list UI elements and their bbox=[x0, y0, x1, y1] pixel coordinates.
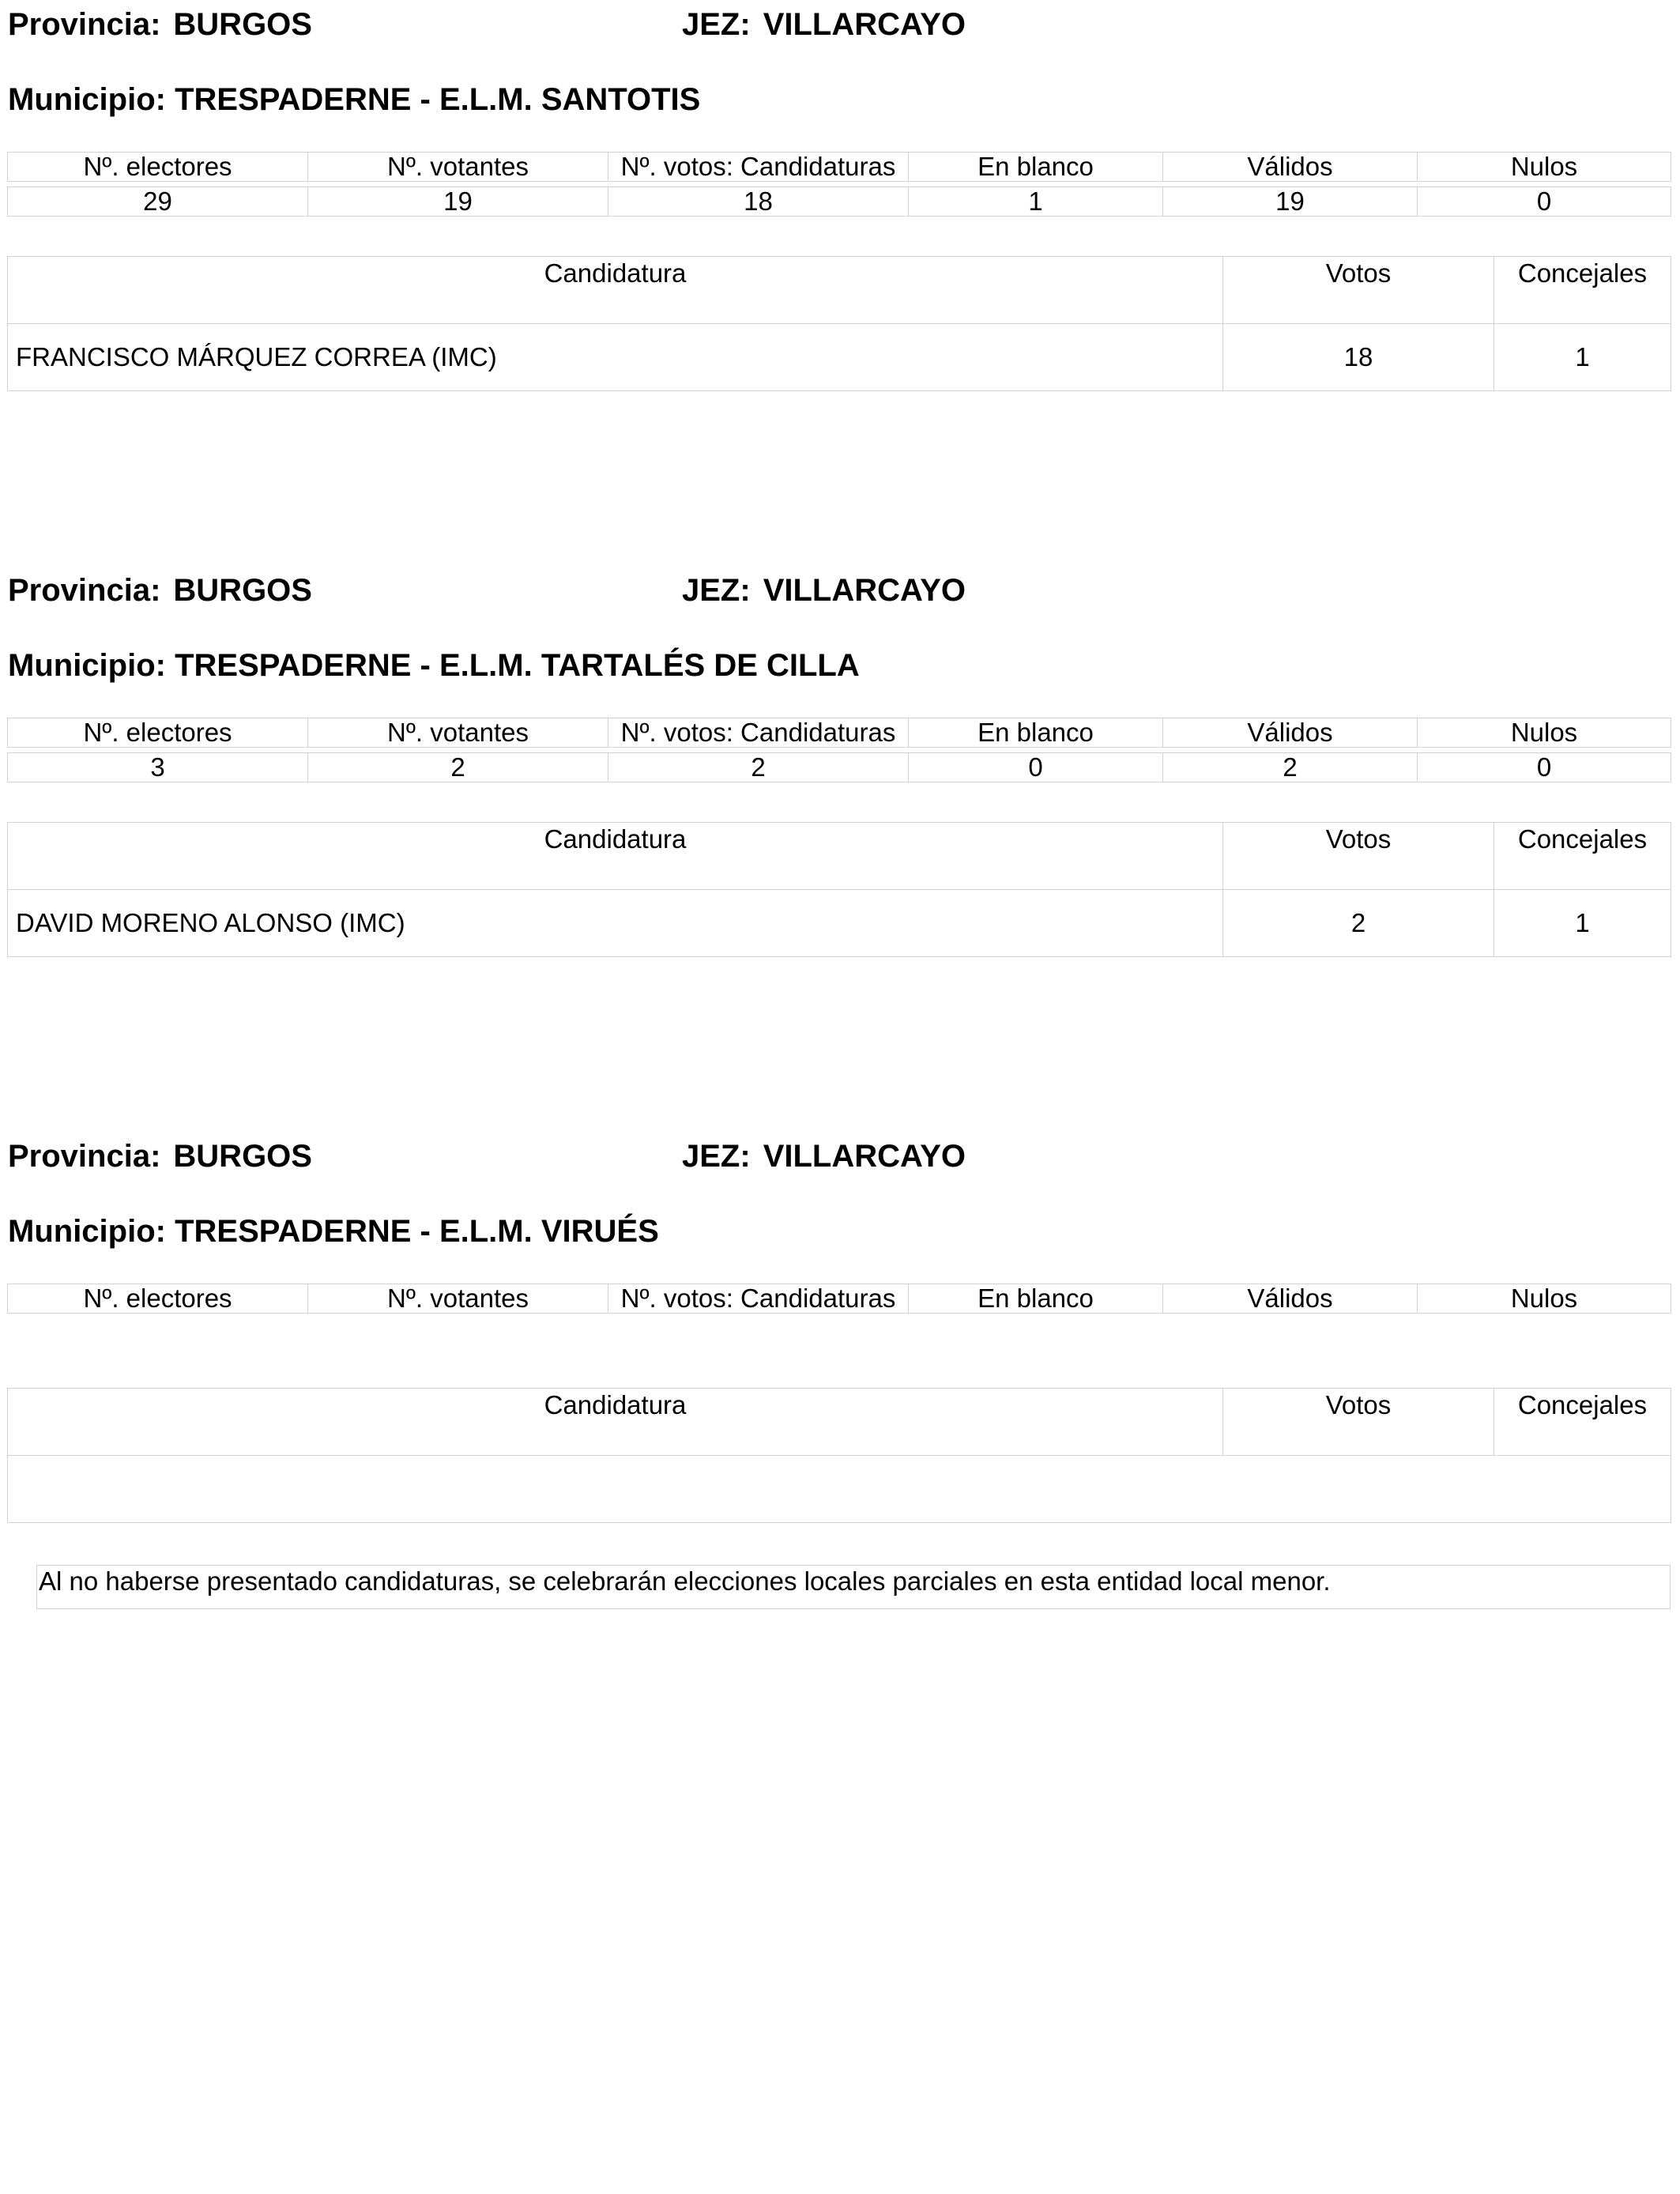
candidate-votos: 2 bbox=[1223, 890, 1494, 957]
header-concejales: Concejales bbox=[1494, 257, 1671, 324]
municipio-line bbox=[8, 81, 700, 118]
candidatura-table bbox=[7, 822, 1671, 957]
provincia-value: BURGOS bbox=[173, 1139, 312, 1174]
header-votos-candidaturas: Nº. votos: Candidaturas bbox=[608, 1284, 909, 1314]
header-votos: Votos bbox=[1223, 1389, 1494, 1456]
jez-label: JEZ: bbox=[682, 1139, 751, 1174]
header-votantes: Nº. votantes bbox=[308, 1284, 608, 1314]
value-votantes: 19 bbox=[308, 187, 608, 217]
stats-header-row bbox=[8, 718, 1671, 748]
municipio-value: TRESPADERNE - E.L.M. TARTALÉS DE CILLA bbox=[175, 648, 860, 683]
header-concejales: Concejales bbox=[1494, 823, 1671, 890]
header-candidatura: Candidatura bbox=[8, 1389, 1223, 1456]
candidatura-table bbox=[7, 256, 1671, 391]
header-electores: Nº. electores bbox=[8, 1284, 308, 1314]
jez-line bbox=[682, 6, 966, 43]
candidate-concejales: 1 bbox=[1494, 324, 1671, 391]
municipio-line bbox=[8, 1213, 659, 1250]
header-candidatura: Candidatura bbox=[8, 257, 1223, 324]
provincia-label: Provincia: bbox=[8, 7, 161, 42]
municipio-label: Municipio: bbox=[8, 1214, 166, 1249]
jez-value: VILLARCAYO bbox=[763, 1139, 966, 1174]
stats-header-row bbox=[8, 153, 1671, 182]
provincia-value: BURGOS bbox=[173, 573, 312, 608]
candidatura-header-row bbox=[8, 257, 1671, 324]
header-nulos: Nulos bbox=[1418, 1284, 1671, 1314]
jez-line bbox=[682, 572, 966, 609]
header-votos: Votos bbox=[1223, 823, 1494, 890]
candidate-name: DAVID MORENO ALONSO (IMC) bbox=[8, 890, 1223, 957]
stats-value-row bbox=[8, 753, 1671, 782]
stats-table bbox=[7, 718, 1671, 782]
header-votos-candidaturas: Nº. votos: Candidaturas bbox=[608, 153, 909, 182]
value-votos-candidaturas: 18 bbox=[608, 187, 909, 217]
header-en-blanco: En blanco bbox=[909, 153, 1163, 182]
value-nulos: 0 bbox=[1418, 753, 1671, 782]
candidatura-row bbox=[8, 890, 1671, 957]
header-votantes: Nº. votantes bbox=[308, 718, 608, 748]
jez-value: VILLARCAYO bbox=[763, 7, 966, 42]
value-en-blanco: 1 bbox=[909, 187, 1163, 217]
value-nulos: 0 bbox=[1418, 187, 1671, 217]
candidate-name: FRANCISCO MÁRQUEZ CORREA (IMC) bbox=[8, 324, 1223, 391]
provincia-line bbox=[8, 572, 312, 609]
jez-label: JEZ: bbox=[682, 7, 751, 42]
header-validos: Válidos bbox=[1163, 718, 1418, 748]
provincia-line bbox=[8, 1138, 312, 1174]
value-en-blanco: 0 bbox=[909, 753, 1163, 782]
stats-value-row bbox=[8, 187, 1671, 217]
municipio-value: TRESPADERNE - E.L.M. VIRUÉS bbox=[175, 1214, 659, 1249]
value-votantes: 2 bbox=[308, 753, 608, 782]
provincia-value: BURGOS bbox=[173, 7, 312, 42]
jez-label: JEZ: bbox=[682, 573, 751, 608]
header-votantes: Nº. votantes bbox=[308, 153, 608, 182]
header-validos: Válidos bbox=[1163, 1284, 1418, 1314]
header-validos: Válidos bbox=[1163, 153, 1418, 182]
candidatura-table bbox=[7, 1388, 1671, 1523]
header-nulos: Nulos bbox=[1418, 153, 1671, 182]
no-candidatures-note: Al no haberse presentado candidaturas, se celebrarán elecciones locales parciales en esta entidad local menor. bbox=[36, 1565, 1671, 1609]
header-concejales: Concejales bbox=[1494, 1389, 1671, 1456]
value-electores: 3 bbox=[8, 753, 308, 782]
value-votos-candidaturas: 2 bbox=[608, 753, 909, 782]
stats-table bbox=[7, 1284, 1671, 1314]
municipio-label: Municipio: bbox=[8, 82, 166, 117]
provincia-label: Provincia: bbox=[8, 1139, 161, 1174]
header-en-blanco: En blanco bbox=[909, 1284, 1163, 1314]
header-nulos: Nulos bbox=[1418, 718, 1671, 748]
candidatura-row bbox=[8, 324, 1671, 391]
jez-line bbox=[682, 1138, 966, 1174]
candidate-concejales: 1 bbox=[1494, 890, 1671, 957]
value-validos: 19 bbox=[1163, 187, 1418, 217]
header-votos: Votos bbox=[1223, 257, 1494, 324]
header-electores: Nº. electores bbox=[8, 153, 308, 182]
value-validos: 2 bbox=[1163, 753, 1418, 782]
header-candidatura: Candidatura bbox=[8, 823, 1223, 890]
header-electores: Nº. electores bbox=[8, 718, 308, 748]
header-en-blanco: En blanco bbox=[909, 718, 1163, 748]
municipio-label: Municipio: bbox=[8, 648, 166, 683]
candidatura-empty-cell bbox=[8, 1456, 1671, 1523]
provincia-line bbox=[8, 6, 312, 43]
jez-value: VILLARCAYO bbox=[763, 573, 966, 608]
municipio-line bbox=[8, 647, 860, 684]
provincia-label: Provincia: bbox=[8, 573, 161, 608]
candidatura-header-row bbox=[8, 1389, 1671, 1456]
municipio-value: TRESPADERNE - E.L.M. SANTOTIS bbox=[175, 82, 701, 117]
stats-header-row bbox=[8, 1284, 1671, 1314]
candidatura-empty-row bbox=[8, 1456, 1671, 1523]
candidatura-header-row bbox=[8, 823, 1671, 890]
candidate-votos: 18 bbox=[1223, 324, 1494, 391]
header-votos-candidaturas: Nº. votos: Candidaturas bbox=[608, 718, 909, 748]
stats-table bbox=[7, 152, 1671, 217]
value-electores: 29 bbox=[8, 187, 308, 217]
